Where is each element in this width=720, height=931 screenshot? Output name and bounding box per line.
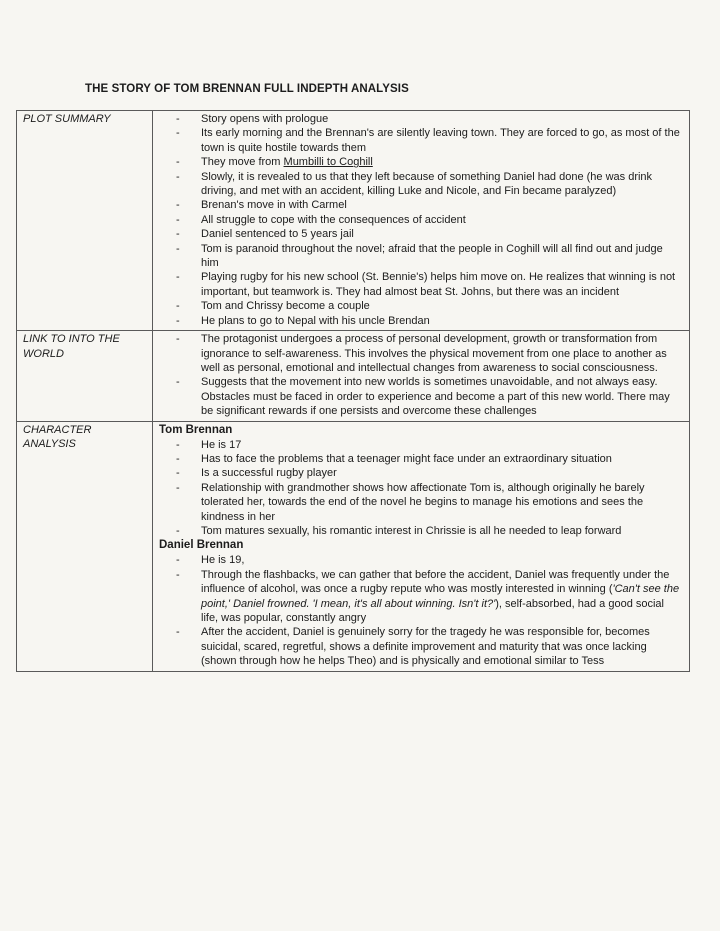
link-to-world-row [17,331,690,421]
link-to-world-label: LINK TO INTO THE WORLD [17,331,153,421]
character-heading-tom: Tom Brennan [159,423,233,436]
list-item: - Its early morning and the Brennan's are silently leaving town. They are forced to go, as most of the town is quite hostile towards them [159,126,683,155]
list-item: - Tom matures sexually, his romantic interest in Chrissie is all he needed to leap forward [159,524,683,538]
list-item: - Is a successful rugby player [159,466,683,480]
link-to-world-list [159,332,683,418]
list-item: - He is 17 [159,438,683,452]
list-item-text: ), self-absorbed, had a good social life, was popular, constantly angry [201,597,664,624]
plot-summary-content [153,111,690,331]
list-item: - After the accident, Daniel is genuinely sorry for the tragedy he was responsible for, becomes suicidal, scared, regretful, shows a definite improvement and maturity that was once lacking (shown through how he helps Theo) and is physically and emotional similar to Tess [159,625,683,668]
list-item: - Tom and Chrissy become a couple [159,299,683,313]
plot-summary-label: PLOT SUMMARY [17,111,153,331]
document-title: THE STORY OF TOM BRENNAN FULL INDEPTH ANALYSIS [85,83,409,95]
list-item: - Slowly, it is revealed to us that they left because of something Daniel had done (he was drink driving, and met with an accident, killing Luke and Nicole, and Fin became paralyzed) [159,170,683,199]
list-item [159,568,683,626]
list-item-text: They move from [201,156,284,169]
underlined-places: Mumbilli to Coghill [283,156,373,169]
character-analysis-label: CHARACTER ANALYSIS [17,421,153,671]
list-item: - Relationship with grandmother shows how affectionate Tom is, although originally he barely tolerated her, towards the end of the novel he begins to manage his emotions and sees the kindness in her [159,481,683,524]
list-item-text: Through the flashbacks, we can gather that before the accident, Daniel was frequently under the influence of alcohol, was once a rugby repute who was mostly interested in winning ( [201,568,670,596]
list-item: - Has to face the problems that a teenager might face under an extraordinary situation [159,452,683,466]
list-item: - He is 19, [159,553,683,567]
list-item: - Brenan's move in with Carmel [159,198,683,212]
character-heading-daniel: Daniel Brennan [159,539,244,552]
list-item: - Playing rugby for his new school (St. Bennie's) helps him move on. He realizes that winning is not important, but teamwork is. They had almost beat St. Johns, but there was an incident [159,270,683,299]
daniel-traits-list [159,553,683,668]
link-to-world-content [153,331,690,421]
list-item: - Story opens with prologue [159,112,683,126]
list-item: - He plans to go to Nepal with his uncle Brendan [159,314,683,328]
list-item: - Tom is paranoid throughout the novel; afraid that the people in Coghill will all find out and judge him [159,242,683,271]
list-item: - Suggests that the movement into new worlds is sometimes unavoidable, and not always easy. Obstacles must be faced in order to experience and become a part of this new world. There may be significant rewards if one persists and overcome these challenges [159,375,683,418]
list-item [159,155,683,169]
list-item: - All struggle to cope with the consequences of accident [159,213,683,227]
list-item: - Daniel sentenced to 5 years jail [159,227,683,241]
tom-traits-list [159,438,683,539]
list-item: - The protagonist undergoes a process of personal development, growth or transformation from ignorance to self-awareness. This involves the physical movement from one place to another as well as personal, emotional and intellectual changes from awareness to social consciousness. [159,332,683,375]
plot-summary-list [159,112,683,328]
analysis-table [16,110,690,672]
character-analysis-content [153,421,690,671]
daniel-quote: 'Can't see the point,' Daniel frowned. 'I mean, it's all about winning. Isn't it?' [201,583,680,610]
plot-summary-row [17,111,690,331]
character-analysis-row [17,421,690,671]
